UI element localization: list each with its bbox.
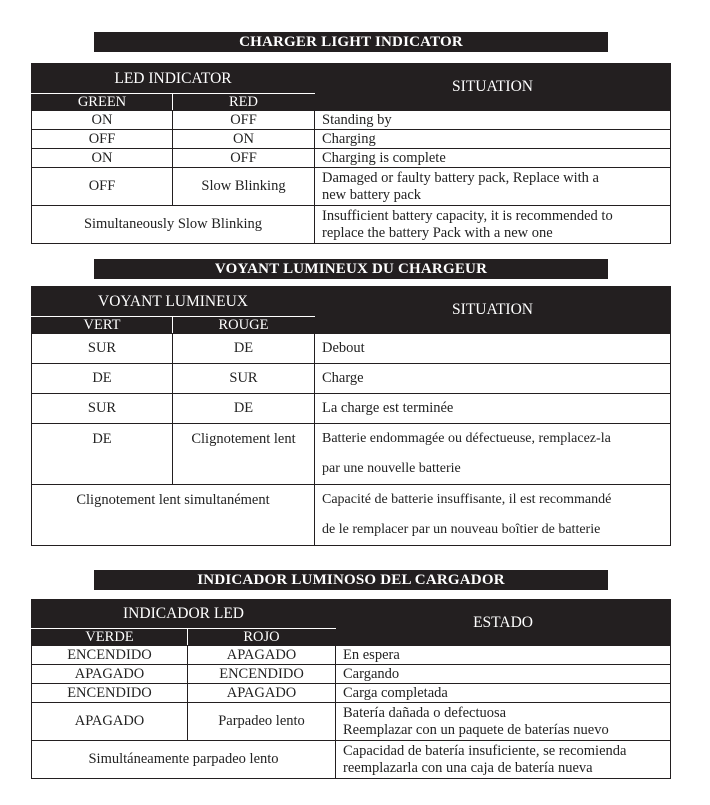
red-cell: APAGADO [188,646,336,665]
both-leds-cell: Clignotement lent simultanément [32,485,315,546]
situation-cell: La charge est terminée [315,394,671,424]
table-row [32,149,671,168]
situation-line: Capacité de batterie insuffisante, il est recommandé [322,492,612,507]
situation-line: replace the battery Pack with a new one [322,224,553,241]
table-row [32,741,671,779]
situation-cell: En espera [336,646,671,665]
situation-cell [336,741,671,779]
situation-cell: Charging is complete [315,149,671,168]
red-cell: OFF [173,149,315,168]
situation-line: Capacidad de batería insuficiente, se recomienda [343,742,627,759]
situation-cell [315,206,671,244]
column-header-vert: VERT [32,317,173,334]
situation-cell [315,168,671,206]
led-table-french [31,286,671,546]
green-cell: ENCENDIDO [32,684,188,703]
table-row [32,684,671,703]
table-row [32,111,671,130]
green-cell: DE [32,364,173,394]
led-table-spanish [31,599,671,779]
green-cell: DE [32,424,173,485]
situation-line: Reemplazar con un paquete de baterías nuevo [343,721,609,738]
section-title-english: CHARGER LIGHT INDICATOR [94,32,608,52]
red-cell: Parpadeo lento [188,703,336,741]
situation-line: new battery pack [322,186,422,203]
green-cell: ON [32,111,173,130]
red-cell: Slow Blinking [173,168,315,206]
table-row [32,646,671,665]
table-row [32,334,671,364]
situation-line: de le remplacer par un nouveau boîtier de batterie [322,522,601,537]
situation-cell [315,424,671,485]
green-cell: SUR [32,394,173,424]
table-row [32,424,671,485]
section-title-spanish: INDICADOR LUMINOSO DEL CARGADOR [94,570,608,590]
situation-cell [315,485,671,546]
column-header-red: RED [173,94,315,111]
red-cell: Clignotement lent [173,424,315,485]
table-row [32,485,671,546]
red-cell: ENCENDIDO [188,665,336,684]
situation-line: Batería dañada o defectuosa [343,704,507,721]
situation-line: reemplazarla con una caja de batería nueva [343,759,593,776]
situation-line: par une nouvelle batterie [322,461,461,476]
led-table-english [31,63,671,244]
table-row [32,168,671,206]
table-row [32,665,671,684]
situation-line: Damaged or faulty battery pack, Replace with a [322,169,599,186]
situation-header: SITUATION [315,287,671,334]
situation-line: Batterie endommagée ou défectueuse, remplacez-la [322,431,611,446]
table-row [32,703,671,741]
red-cell: SUR [173,364,315,394]
situation-cell: Standing by [315,111,671,130]
column-header-green: GREEN [32,94,173,111]
group-header: INDICADOR LED [32,600,336,629]
red-cell: DE [173,394,315,424]
situation-cell: Debout [315,334,671,364]
group-header: VOYANT LUMINEUX [32,287,315,317]
situation-line: Insufficient battery capacity, it is recommended to [322,207,613,224]
table-row [32,364,671,394]
red-cell: APAGADO [188,684,336,703]
column-header-rouge: ROUGE [173,317,315,334]
situation-cell: Carga completada [336,684,671,703]
red-cell: DE [173,334,315,364]
situation-cell: Charging [315,130,671,149]
section-title-french: VOYANT LUMINEUX DU CHARGEUR [94,259,608,279]
green-cell: ENCENDIDO [32,646,188,665]
green-cell: APAGADO [32,665,188,684]
group-header: LED INDICATOR [32,64,315,94]
green-cell: OFF [32,168,173,206]
green-cell: OFF [32,130,173,149]
green-cell: ON [32,149,173,168]
situation-cell [336,703,671,741]
table-row [32,130,671,149]
table-row [32,206,671,244]
red-cell: ON [173,130,315,149]
both-leds-cell: Simultaneously Slow Blinking [32,206,315,244]
green-cell: APAGADO [32,703,188,741]
table-row [32,394,671,424]
red-cell: OFF [173,111,315,130]
column-header-rojo: ROJO [188,629,336,646]
green-cell: SUR [32,334,173,364]
situation-cell: Cargando [336,665,671,684]
both-leds-cell: Simultáneamente parpadeo lento [32,741,336,779]
estado-header: ESTADO [336,600,671,646]
situation-cell: Charge [315,364,671,394]
column-header-verde: VERDE [32,629,188,646]
situation-header: SITUATION [315,64,671,111]
